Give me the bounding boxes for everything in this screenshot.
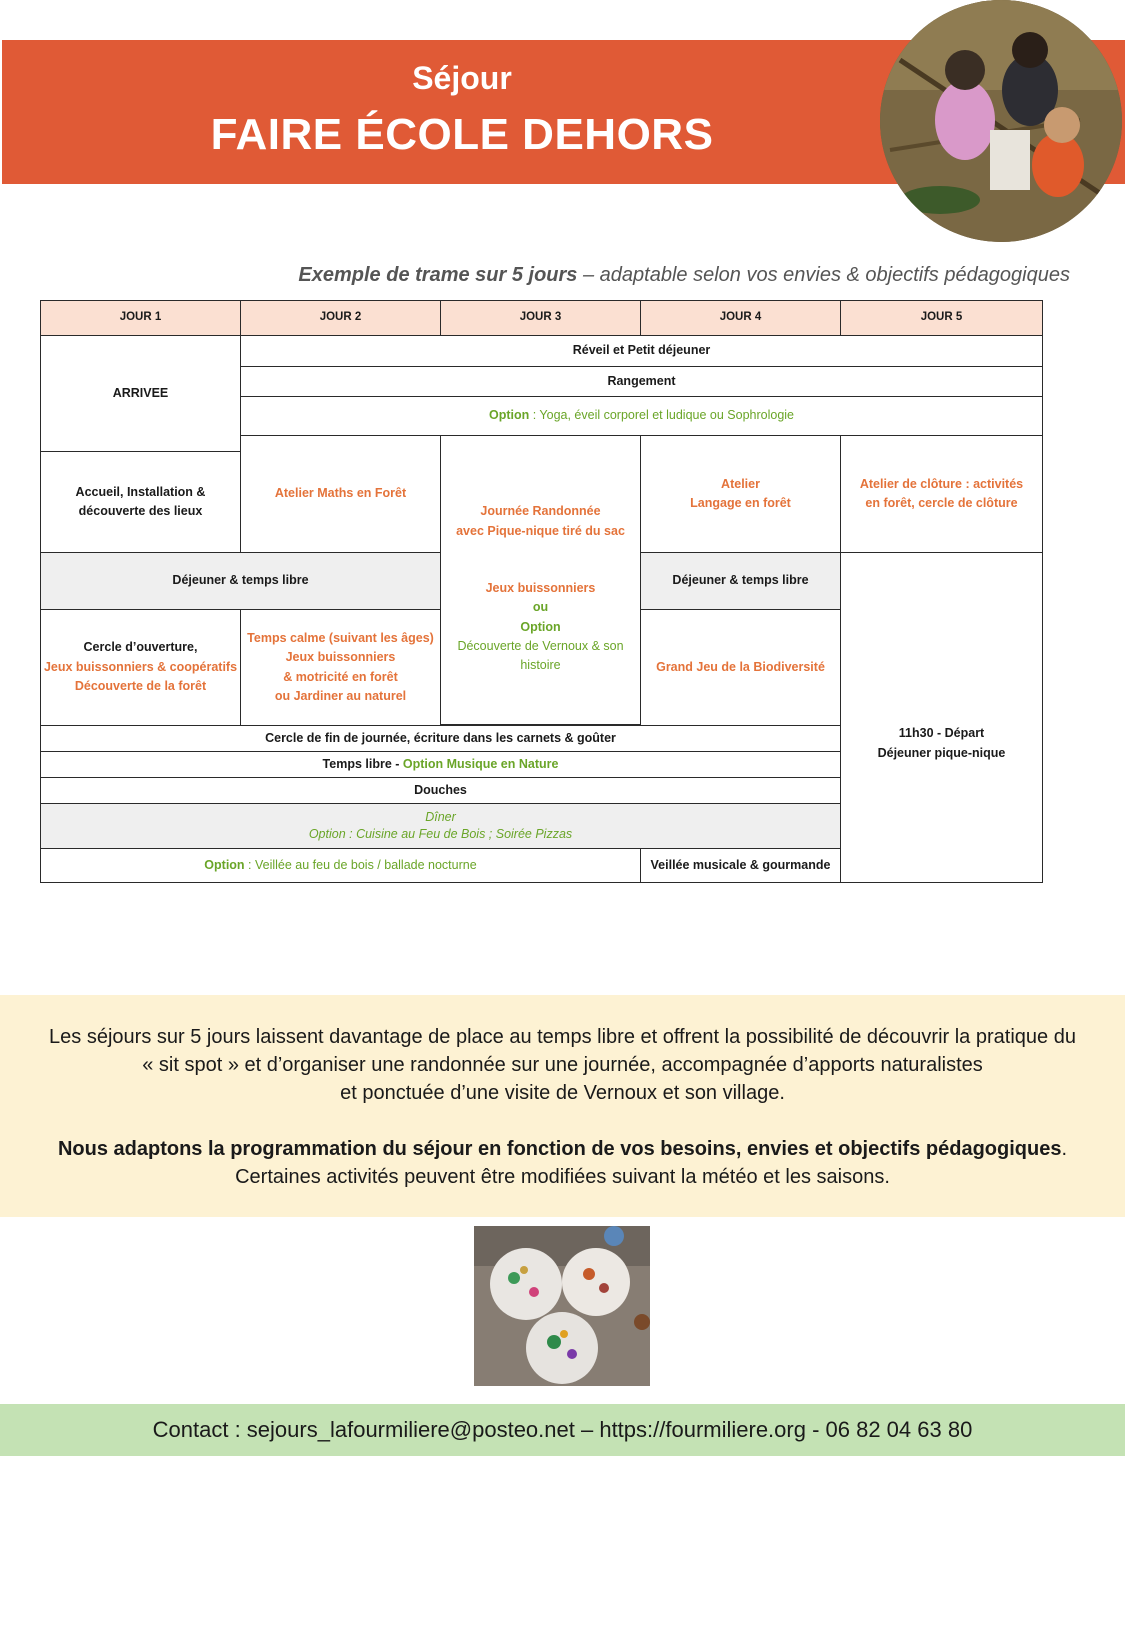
option-label: Option xyxy=(488,408,530,423)
banner-subtitle: Séjour xyxy=(412,60,512,96)
info-bold-line: Nous adaptons la programmation du séjour en fonction de vos besoins, envies et objectifs pédagogiques xyxy=(57,1138,1062,1160)
veillee-option-label: Option xyxy=(204,857,245,872)
info-line: « sit spot » et d’organiser une randonnée sur une journée, accompagnée d’apports naturalistes xyxy=(142,1054,983,1076)
day-header: JOUR 4 xyxy=(640,300,841,336)
day-header: JOUR 3 xyxy=(440,300,641,336)
arrivee-cell: ARRIVEE xyxy=(40,335,241,452)
atelier-langage-line1: Atelier xyxy=(721,476,760,491)
randonnee-line2: avec Pique-nique tiré du sac xyxy=(456,523,625,538)
atelier-maths-cell: Atelier Maths en Forêt xyxy=(240,435,441,553)
jeux-line: Jeux buissonniers xyxy=(485,580,596,595)
musique-option: Option Musique en Nature xyxy=(402,756,559,771)
cloture-cell: Atelier de clôture : activités en forêt, cercle de clôture xyxy=(840,435,1043,553)
temps-libre-cell xyxy=(40,751,841,778)
veillee-musicale-cell: Veillée musicale & gourmande xyxy=(640,848,841,883)
day-header: JOUR 5 xyxy=(840,300,1043,336)
info-box xyxy=(0,995,1125,1217)
atelier-langage-line2: Langage en forêt xyxy=(690,496,791,510)
caption-rest: – adaptable selon vos envies & objectifs pédagogiques xyxy=(577,264,1070,286)
info-paragraph-adapt xyxy=(10,1135,1115,1191)
cercle-line1: Cercle d’ouverture, xyxy=(83,640,198,655)
temps-libre-label: Temps libre - xyxy=(322,756,403,771)
day-header: JOUR 1 xyxy=(40,300,241,336)
info-paragraph xyxy=(10,1023,1115,1107)
diner-label: Dîner xyxy=(425,809,456,824)
jeux-ou: ou xyxy=(532,600,549,615)
temps-calme-cell xyxy=(240,609,441,726)
calme-line3: & motricité en forêt xyxy=(283,669,398,684)
calme-line1: Temps calme (suivant les âges) xyxy=(247,630,434,645)
dejeuner-cell: Déjeuner & temps libre xyxy=(640,552,841,610)
veillee-option-text: : Veillée au feu de bois / ballade nocturne xyxy=(244,857,477,872)
info-line: et ponctuée d’une visite de Vernoux et son village. xyxy=(340,1082,785,1104)
accueil-cell: Accueil, Installation & découverte des lieux xyxy=(40,451,241,553)
cercle-ouverture-cell xyxy=(40,609,241,726)
dejeuner-cell: Déjeuner & temps libre xyxy=(40,552,441,610)
jeux-vernoux: Découverte de Vernoux & son histoire xyxy=(457,639,624,673)
calme-line2: Jeux buissonniers xyxy=(285,650,396,665)
option-yoga-text: : Yoga, éveil corporel et ludique ou Sophrologie xyxy=(529,408,795,423)
day-header: JOUR 2 xyxy=(240,300,441,336)
children-in-forest-photo xyxy=(880,0,1122,242)
caption-bold: Exemple de trame sur 5 jours xyxy=(298,264,578,286)
douches-cell: Douches xyxy=(40,777,841,804)
cercle-fin-cell: Cercle de fin de journée, écriture dans les carnets & goûter xyxy=(40,725,841,752)
grand-jeu-cell: Grand Jeu de la Biodiversité xyxy=(640,609,841,726)
veillee-option-cell xyxy=(40,848,641,883)
info-line: Certaines activités peuvent être modifiées suivant la météo et les saisons. xyxy=(235,1166,890,1188)
schedule-table xyxy=(40,300,1080,901)
calme-line4: ou Jardiner au naturel xyxy=(274,688,407,703)
info-line: Les séjours sur 5 jours laissent davantage de place au temps libre et offrent la possibilité de découvrir la pratique du xyxy=(49,1026,1076,1048)
cercle-line3: Découverte de la forêt xyxy=(74,679,207,694)
depart-line1: 11h30 - Départ xyxy=(898,726,985,741)
randonnee-cell xyxy=(440,435,641,725)
rangement-cell: Rangement xyxy=(240,366,1043,397)
info-bold-end: . xyxy=(1061,1138,1068,1160)
diner-cell xyxy=(40,803,841,849)
option-yoga-cell xyxy=(240,396,1043,436)
depart-line2: Déjeuner pique-nique xyxy=(877,745,1006,760)
depart-cell xyxy=(840,552,1043,883)
reveil-cell: Réveil et Petit déjeuner xyxy=(240,335,1043,367)
atelier-langage-cell xyxy=(640,435,841,553)
nature-art-plates-photo xyxy=(474,1226,650,1386)
diner-option: Option : Cuisine au Feu de Bois ; Soirée Pizzas xyxy=(308,827,573,841)
contact-bar: Contact : sejours_lafourmiliere@posteo.net – https://fourmiliere.org - 06 82 04 63 80 xyxy=(0,1404,1125,1456)
banner-title: FAIRE ÉCOLE DEHORS xyxy=(210,110,714,159)
schedule-caption xyxy=(40,264,1070,287)
jeux-option: Option xyxy=(520,619,561,634)
randonnee-line1: Journée Randonnée xyxy=(480,504,601,519)
cercle-line2: Jeux buissonniers & coopératifs xyxy=(43,659,238,674)
